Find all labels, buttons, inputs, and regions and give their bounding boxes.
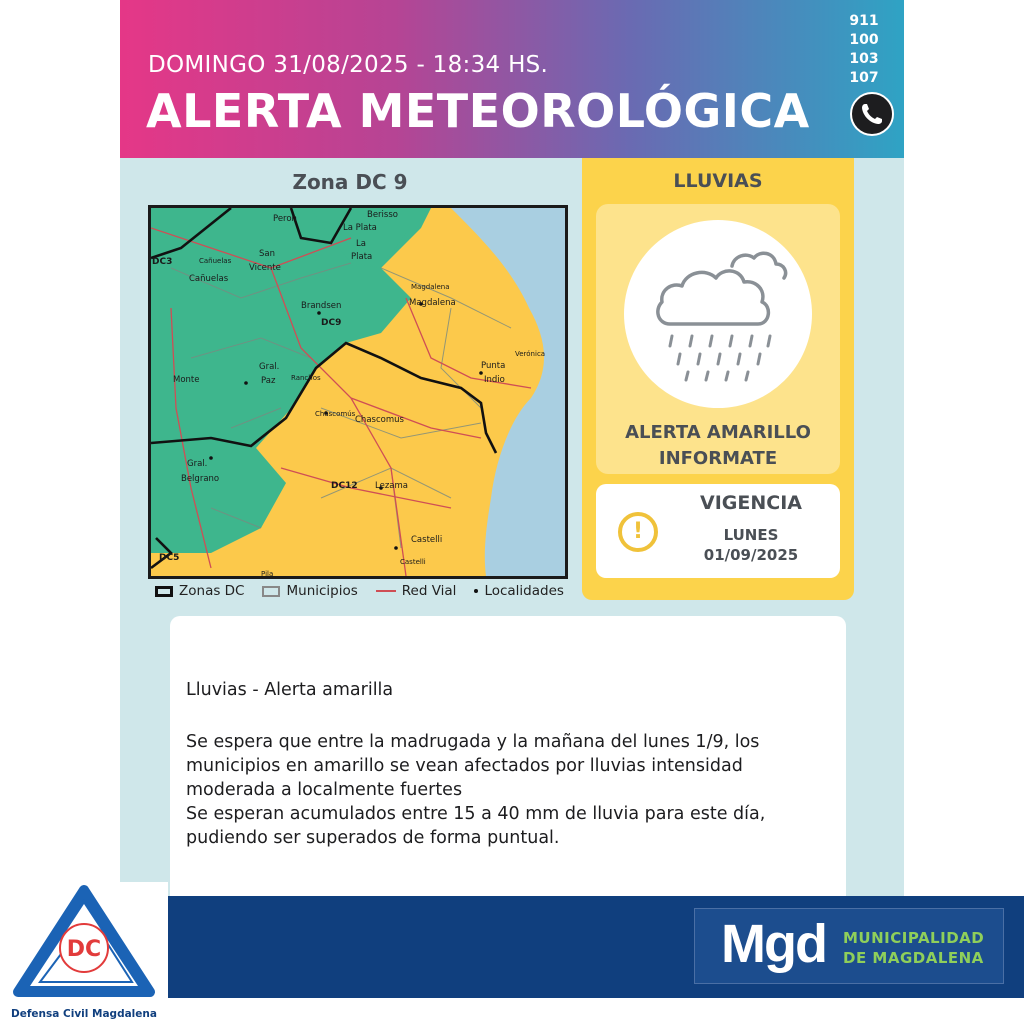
- map-label: DC3: [152, 257, 173, 267]
- map-label: Chascomús: [315, 410, 356, 418]
- phone-icon: [850, 92, 894, 136]
- phone-number: 911: [849, 13, 879, 29]
- description-heading: Lluvias - Alerta amarilla: [186, 680, 394, 700]
- legend-label: Zonas DC: [179, 583, 245, 599]
- vigencia-day: LUNES: [723, 526, 779, 544]
- emergency-numbers: [844, 12, 884, 88]
- description-card: [170, 616, 846, 898]
- map-label: DC5: [159, 553, 180, 563]
- page-title: ALERTA METEOROLÓGICA: [146, 84, 810, 138]
- map-label: Berisso: [367, 210, 398, 220]
- map-label: Gral.: [187, 459, 208, 469]
- map-label: Monte: [173, 375, 200, 385]
- map-label: Cañuelas: [199, 257, 232, 265]
- alert-level-line: INFORMATE: [658, 448, 778, 469]
- description-line: Se esperan acumulados entre 15 a 40 mm de lluvia para este día,: [186, 804, 766, 824]
- map-label: Verónica: [515, 350, 546, 358]
- zone-map: [148, 205, 568, 579]
- map-label: Castelli: [400, 558, 426, 566]
- map-label: Pila: [261, 570, 274, 578]
- map-label: Punta: [481, 361, 506, 371]
- map-label: Magdalena: [409, 298, 456, 308]
- map-label: DC9: [321, 318, 342, 328]
- map-legend: [155, 583, 564, 599]
- zone-label: Zona DC 9: [292, 170, 408, 194]
- map-label: Peron: [273, 214, 297, 224]
- legend-localidades: [474, 583, 564, 599]
- map-label: Magdalena: [411, 283, 450, 291]
- map-label: Paz: [261, 376, 276, 386]
- vigencia-date: 01/09/2025: [703, 546, 799, 564]
- map-label: Ranchos: [291, 374, 321, 382]
- dc-logo-area: [0, 882, 168, 1024]
- map-label: Vicente: [249, 263, 281, 273]
- header-banner: [120, 0, 904, 158]
- phone-number: 107: [849, 70, 879, 86]
- map-label: Brandsen: [301, 301, 342, 311]
- description-line: moderada a localmente fuertes: [186, 780, 463, 800]
- legend-swatch: [155, 586, 173, 597]
- mgd-logo-text: Mgd: [721, 914, 826, 974]
- map-label: Belgrano: [181, 474, 220, 484]
- rain-cloud-icon: [624, 220, 812, 408]
- legend-zonas: [155, 583, 244, 599]
- phone-number: 103: [849, 51, 879, 67]
- dc-logo-text: DC: [66, 937, 102, 962]
- alert-level-box: [596, 204, 840, 474]
- alert-datetime: DOMINGO 31/08/2025 - 18:34 HS.: [148, 52, 549, 78]
- municipality-logo: [694, 908, 1004, 984]
- map-label: Plata: [351, 252, 373, 262]
- map-label: Indio: [484, 375, 505, 385]
- description-line: municipios en amarillo se vean afectados por lluvias intensidad: [186, 756, 743, 776]
- municipality-name-line: MUNICIPALIDAD: [843, 929, 985, 947]
- alert-level-line: ALERTA AMARILLO: [625, 422, 811, 443]
- footer: [0, 882, 1024, 1024]
- exclamation-icon: !: [618, 512, 658, 552]
- map-label: Cañuelas: [189, 274, 229, 284]
- map-label: DC12: [331, 481, 358, 491]
- vigencia-box: [596, 484, 840, 578]
- description-body: [186, 730, 836, 850]
- legend-swatch: [474, 589, 478, 593]
- dc-label: Defensa Civil Magdalena: [11, 1008, 157, 1020]
- description-line: pudiendo ser superados de forma puntual.: [186, 828, 560, 848]
- legend-label: Municipios: [286, 583, 358, 599]
- legend-municipios: [262, 583, 357, 599]
- map-label: La Plata: [343, 223, 377, 233]
- map-label: Lezama: [375, 481, 408, 491]
- legend-label: Localidades: [484, 583, 564, 599]
- map-label: Castelli: [411, 535, 443, 545]
- panel-title: LLUVIAS: [673, 170, 763, 192]
- map-label: Chascomus: [355, 415, 404, 425]
- map-label: La: [356, 239, 366, 249]
- map-label: Gral.: [259, 362, 280, 372]
- municipality-name-line: DE MAGDALENA: [843, 949, 984, 967]
- legend-swatch: [376, 590, 396, 592]
- alert-level-text: [596, 420, 840, 472]
- legend-swatch: [262, 586, 280, 597]
- alert-panel: [582, 158, 854, 600]
- vigencia-title: VIGENCIA: [700, 492, 802, 514]
- description-line: Se espera que entre la madrugada y la mañana del lunes 1/9, los: [186, 732, 760, 752]
- legend-red-vial: [376, 583, 457, 599]
- phone-number: 100: [849, 32, 879, 48]
- map-label: San: [259, 249, 275, 259]
- legend-label: Red Vial: [401, 583, 457, 599]
- dc-logo: [0, 882, 168, 1006]
